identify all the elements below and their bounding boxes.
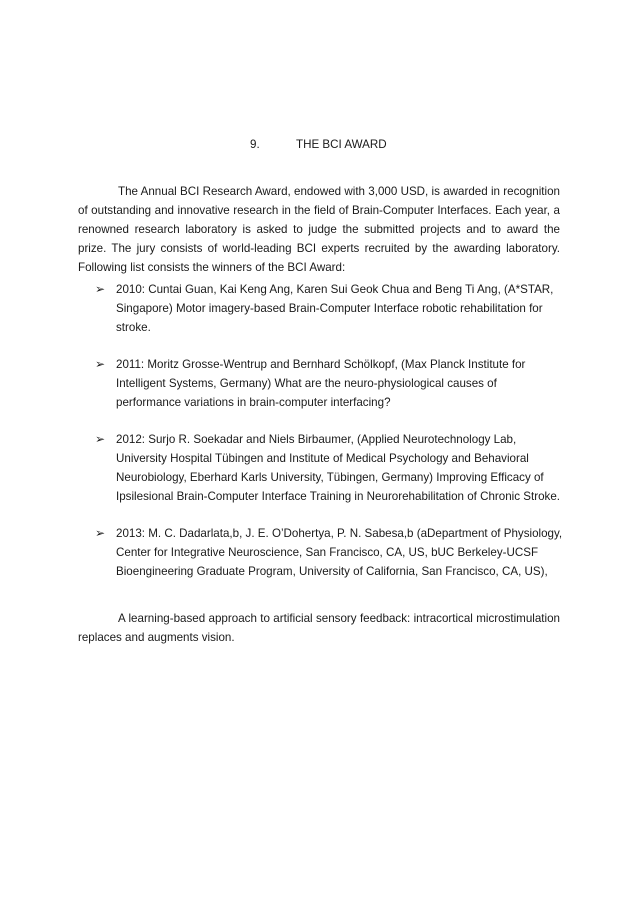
winners-list [95,280,565,599]
arrow-bullet-icon: ➢ [95,526,106,540]
list-item [95,355,565,412]
list-item [95,280,565,337]
winner-text: 2013: M. C. Dadarlata,b, J. E. O’Dohertya, P. N. Sabesa,b (aDepartment of Physiology, Center for Integrative Neuroscience, San Francisco, CA, US, bUC Berkeley-UCSF Bioengineering Graduate Program, University of California, San Francisco, CA, US), [116,527,563,578]
section-title: THE BCI AWARD [296,138,387,151]
section-number: 9. [250,138,260,151]
list-item [95,524,565,581]
intro-text: The Annual BCI Research Award, endowed with 3,000 USD, is awarded in recognition of outstanding and innovative research in the field of Brain-Computer Interfaces. Each year, a renowned research laboratory is asked to judge the submitted projects and to award the prize. The jury consists of world-leading BCI experts recruited by the awarding laboratory. Following list consists the winners of the BCI Award: [78,185,560,274]
winner-text: 2010: Cuntai Guan, Kai Keng Ang, Karen Sui Geok Chua and Beng Ti Ang, (A*STAR, Singapore) Motor imagery-based Brain-Computer Interface robotic rehabilitation for stroke. [116,283,554,334]
arrow-bullet-icon: ➢ [95,282,106,296]
arrow-bullet-icon: ➢ [95,357,106,371]
closing-text: A learning-based approach to artificial sensory feedback: intracortical microstimulation replaces and augments vision. [78,612,560,644]
list-item [95,430,565,506]
closing-paragraph [78,609,560,647]
arrow-bullet-icon: ➢ [95,432,106,446]
intro-paragraph [78,182,560,277]
winner-text: 2011: Moritz Grosse-Wentrup and Bernhard Schölkopf, (Max Planck Institute for Intelligent Systems, Germany) What are the neuro-physiological causes of performance variations in brain-computer interfacing? [116,358,526,409]
winner-text: 2012: Surjo R. Soekadar and Niels Birbaumer, (Applied Neurotechnology Lab, University Hospital Tübingen and Institute of Medical Psychology and Behavioral Neurobiology, Eberhard Karls University, Tübingen, Germany) Improving Efficacy of Ipsilesional Brain-Computer Interface Training in Neurorehabilitation of Chronic Stroke. [116,433,561,503]
